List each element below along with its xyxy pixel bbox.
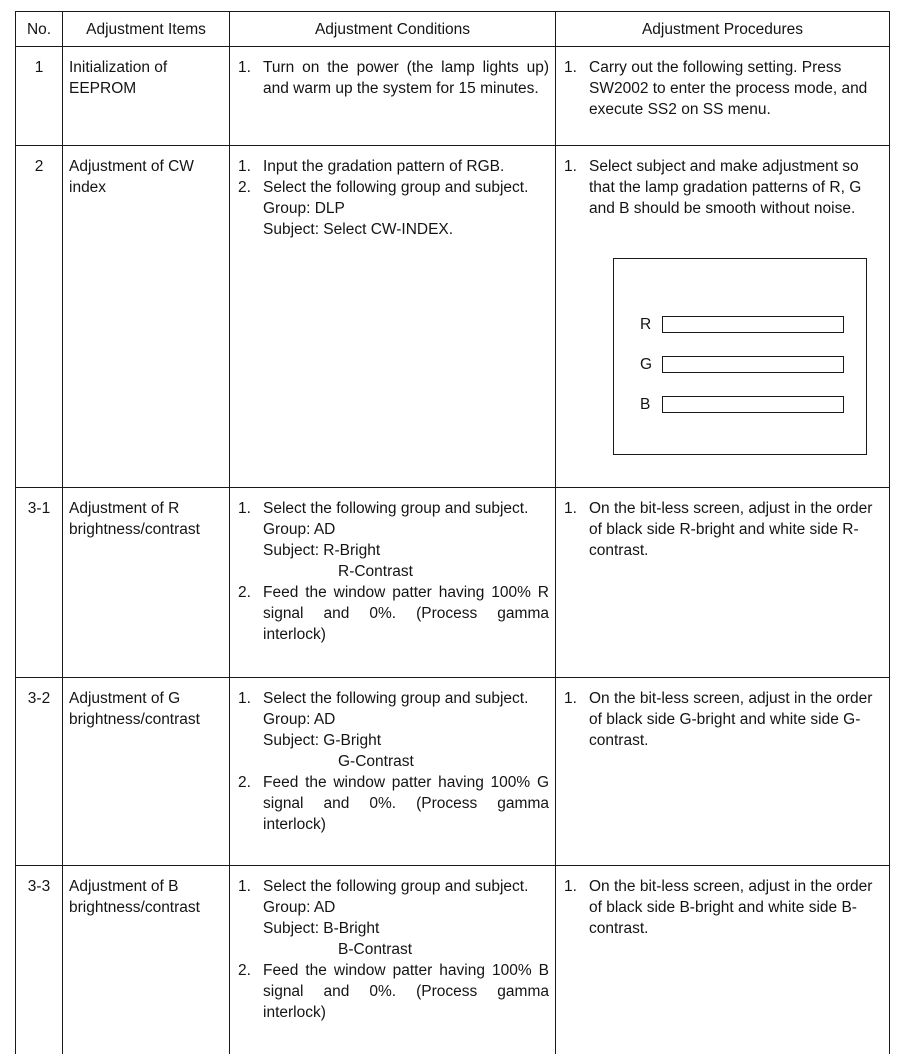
header-adjustment-procedures: Adjustment Procedures — [556, 12, 890, 47]
conditions-list — [238, 876, 549, 1023]
group-value: Group: AD — [263, 711, 336, 728]
step-text: Carry out the following setting. Press SW2002 to enter the process mode, and execute SS2 on SS menu. — [589, 59, 868, 118]
subject-value-2: R-Contrast — [338, 563, 413, 580]
group-value: Group: DLP — [263, 200, 345, 217]
gradation-bar-b — [662, 396, 844, 413]
table-row — [16, 678, 890, 866]
gradation-row-g — [640, 354, 844, 375]
condition-step — [238, 177, 549, 240]
row-number: 3-1 — [16, 488, 63, 678]
table-row — [16, 866, 890, 1054]
gradation-label-r: R — [640, 316, 652, 333]
procedure-step — [564, 688, 883, 751]
gradation-pattern-diagram — [613, 258, 867, 455]
step-number: 1. — [564, 158, 577, 175]
table-row — [16, 488, 890, 678]
step-text: Select the following group and subject. — [263, 690, 529, 707]
step-number: 1. — [564, 878, 577, 895]
step-text: On the bit-less screen, adjust in the order of black side G-bright and white side G-contrast. — [589, 690, 873, 749]
condition-step — [238, 960, 549, 1023]
row-number: 2 — [16, 146, 63, 488]
gradation-bar-r — [662, 316, 844, 333]
condition-step — [238, 772, 549, 835]
step-number: 2. — [238, 179, 251, 196]
step-text: Turn on the power (the lamp lights up) and warm up the system for 15 minutes. — [263, 59, 549, 97]
subject-value: Subject: Select CW-INDEX. — [263, 221, 454, 238]
group-value: Group: AD — [263, 521, 336, 538]
adjustment-item — [63, 488, 230, 678]
subject-value: Subject: G-Bright — [263, 732, 382, 749]
subject-value-2: B-Contrast — [338, 941, 413, 958]
condition-step — [238, 876, 549, 960]
table-row — [16, 146, 890, 488]
gradation-label-g: G — [640, 356, 653, 373]
procedure-step — [564, 876, 883, 939]
step-text: On the bit-less screen, adjust in the order of black side B-bright and white side B-contrast. — [589, 878, 873, 937]
step-number: 1. — [564, 500, 577, 517]
adjustment-item-text: Adjustment of CW index — [69, 158, 194, 196]
step-number: 1. — [238, 500, 251, 517]
step-text: Select the following group and subject. — [263, 179, 529, 196]
conditions-list — [238, 498, 549, 645]
procedures-list — [564, 688, 883, 751]
procedure-step — [564, 498, 883, 561]
conditions-list — [238, 57, 549, 99]
adjustment-conditions — [230, 146, 556, 488]
step-number: 1. — [238, 878, 251, 895]
adjustment-item — [63, 47, 230, 146]
adjustment-item — [63, 866, 230, 1054]
step-number: 2. — [238, 962, 251, 979]
adjustment-item-text: Initialization of EEPROM — [69, 59, 168, 97]
gradation-row-b — [640, 394, 844, 415]
condition-step — [238, 498, 549, 582]
header-row — [16, 12, 890, 47]
adjustment-procedures — [556, 47, 890, 146]
adjustment-conditions — [230, 488, 556, 678]
step-number: 2. — [238, 774, 251, 791]
step-number: 1. — [238, 690, 251, 707]
adjustment-procedures — [556, 146, 890, 488]
adjustment-procedures — [556, 866, 890, 1054]
procedures-list — [564, 876, 883, 939]
adjustment-procedures — [556, 678, 890, 866]
procedures-list — [564, 156, 883, 219]
subject-value-2: G-Contrast — [338, 753, 414, 770]
step-text: Select the following group and subject. — [263, 500, 529, 517]
step-number: 1. — [238, 59, 251, 76]
procedure-step — [564, 156, 883, 219]
header-adjustment-items: Adjustment Items — [63, 12, 230, 47]
condition-step — [238, 582, 549, 645]
subject-value: Subject: B-Bright — [263, 920, 380, 937]
step-number: 1. — [238, 158, 251, 175]
step-text: Select subject and make adjustment so that the lamp gradation patterns of R, G and B should be smooth without noise. — [589, 158, 862, 217]
step-number: 2. — [238, 584, 251, 601]
adjustment-table — [15, 11, 890, 1054]
group-value: Group: AD — [263, 899, 336, 916]
adjustment-item — [63, 146, 230, 488]
subject-value: Subject: R-Bright — [263, 542, 381, 559]
header-adjustment-conditions: Adjustment Conditions — [230, 12, 556, 47]
procedures-list — [564, 57, 883, 120]
gradation-bar-g — [662, 356, 844, 373]
conditions-list — [238, 688, 549, 835]
adjustment-conditions — [230, 678, 556, 866]
conditions-list — [238, 156, 549, 240]
adjustment-procedures — [556, 488, 890, 678]
adjustment-item-text: Adjustment of G brightness/contrast — [69, 690, 200, 728]
table-row — [16, 47, 890, 146]
step-number: 1. — [564, 690, 577, 707]
row-number: 3-3 — [16, 866, 63, 1054]
step-text: Input the gradation pattern of RGB. — [263, 158, 505, 175]
procedures-list — [564, 498, 883, 561]
step-text: Select the following group and subject. — [263, 878, 529, 895]
adjustment-item-text: Adjustment of B brightness/contrast — [69, 878, 200, 916]
gradation-row-r — [640, 314, 844, 335]
adjustment-conditions — [230, 47, 556, 146]
step-text: On the bit-less screen, adjust in the order of black side R-bright and white side R-contrast. — [589, 500, 873, 559]
header-no: No. — [16, 12, 63, 47]
step-text: Feed the window patter having 100% R signal and 0%. (Process gamma interlock) — [263, 584, 549, 643]
row-number: 3-2 — [16, 678, 63, 866]
condition-step — [238, 156, 549, 177]
step-number: 1. — [564, 59, 577, 76]
procedure-step — [564, 57, 883, 120]
adjustment-item-text: Adjustment of R brightness/contrast — [69, 500, 200, 538]
condition-step — [238, 57, 549, 99]
condition-step — [238, 688, 549, 772]
adjustment-item — [63, 678, 230, 866]
adjustment-conditions — [230, 866, 556, 1054]
gradation-label-b: B — [640, 396, 651, 413]
row-number: 1 — [16, 47, 63, 146]
step-text: Feed the window patter having 100% B signal and 0%. (Process gamma interlock) — [263, 962, 549, 1021]
step-text: Feed the window patter having 100% G signal and 0%. (Process gamma interlock) — [263, 774, 549, 833]
